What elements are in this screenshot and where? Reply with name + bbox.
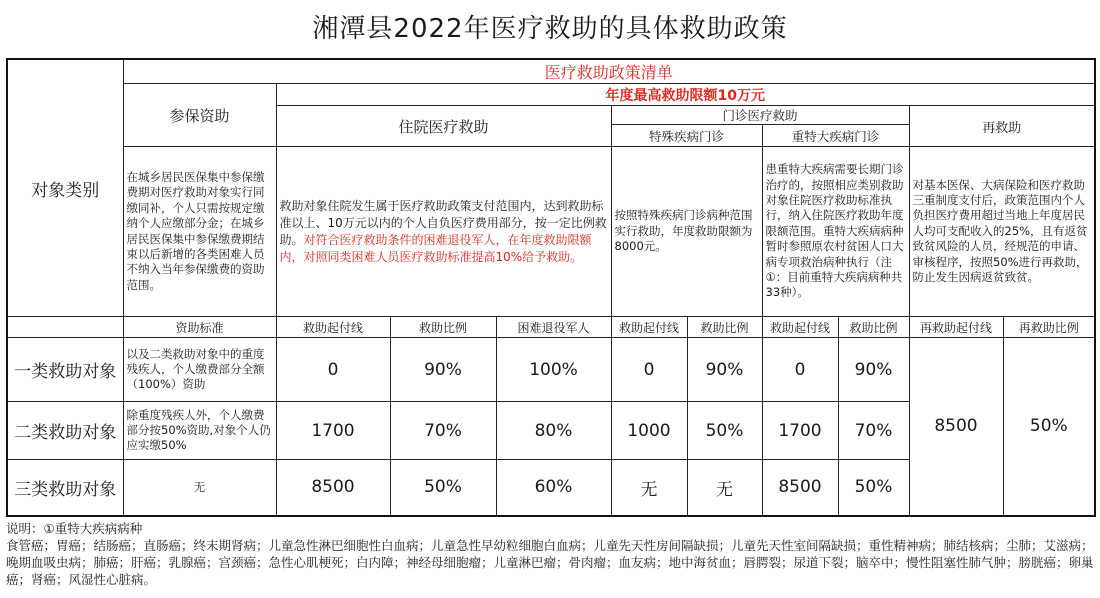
major-threshold-header: 救助起付线 <box>762 317 838 338</box>
aid-standard: 以及二类救助对象中的重度残疾人，个人缴费部分全额（100%）资助 <box>123 338 276 402</box>
veteran-ratio: 100% <box>496 338 611 402</box>
inpatient-threshold: 1700 <box>276 402 390 460</box>
inpatient-ratio-header: 救助比例 <box>390 317 496 338</box>
inpatient-threshold-header: 救助起付线 <box>276 317 390 338</box>
blank-cell <box>7 317 123 338</box>
major-disease-header: 重特大疾病门诊 <box>762 125 909 147</box>
aid-standard: 除重度残疾人外，个人缴费部分按50%资助,对象个人仍应实缴50% <box>123 402 276 460</box>
outpatient-aid-header: 门诊医疗救助 <box>611 106 909 125</box>
major-ratio: 50% <box>838 460 909 516</box>
notes-heading: 说明：①重特大疾病病种 <box>6 521 143 536</box>
major-threshold: 1700 <box>762 402 838 460</box>
row-label: 三类救助对象 <box>7 460 123 516</box>
major-disease-description: 患重特大疾病需要长期门诊治疗的，按照相应类别救助对象住院医疗救助标准执行，纳入住院医疗救助年度限额范围。重特大疾病病种暂时参照原农村贫困人口大病专项救治病种执行（注①：目前重特大疾病病种共33种）。 <box>762 147 909 317</box>
veteran-aid-text: 对符合医疗救助条件的困难退役军人，在年度救助限额内，对照同类困难人员医疗救助标准提高10%给予救助。 <box>279 232 592 264</box>
special-ratio: 90% <box>687 338 762 402</box>
inpatient-threshold: 8500 <box>276 460 390 516</box>
major-threshold: 0 <box>762 338 838 402</box>
special-ratio: 无 <box>687 460 762 516</box>
table-row <box>7 338 1095 402</box>
inpatient-ratio: 90% <box>390 338 496 402</box>
major-ratio-header: 救助比例 <box>838 317 909 338</box>
policy-table <box>6 58 1096 517</box>
major-threshold: 8500 <box>762 460 838 516</box>
special-threshold-header: 救助起付线 <box>611 317 687 338</box>
re-threshold-header: 再救助起付线 <box>909 317 1003 338</box>
object-category-header: 对象类别 <box>7 59 123 317</box>
special-disease-description: 按照特殊疾病门诊病种范围实行救助，年度救助限额为8000元。 <box>611 147 762 317</box>
special-disease-header: 特殊疾病门诊 <box>611 125 762 147</box>
row-label: 一类救助对象 <box>7 338 123 402</box>
major-ratio: 70% <box>838 402 909 460</box>
insurance-aid-header: 参保资助 <box>123 84 276 147</box>
aid-standard-header: 资助标准 <box>123 317 276 338</box>
policy-list-header: 医疗救助政策清单 <box>123 59 1095 84</box>
page-title: 湘潭县2022年医疗救助的具体救助政策 <box>312 13 788 44</box>
aid-standard: 无 <box>123 460 276 516</box>
veteran-ratio: 60% <box>496 460 611 516</box>
insurance-aid-description: 在城乡居民医保集中参保缴费期对医疗救助对象实行同缴同补，个人只需按规定缴纳个人应缴部分金；在城乡居民医保集中参保缴费期结束以后新增的各类困难人员不纳入当年参保缴费的资助范围。 <box>123 147 276 317</box>
inpatient-aid-header: 住院医疗救助 <box>276 106 611 147</box>
inpatient-ratio: 50% <box>390 460 496 516</box>
inpatient-threshold: 0 <box>276 338 390 402</box>
re-aid-header: 再救助 <box>909 106 1095 147</box>
re-aid-ratio: 50% <box>1003 338 1095 516</box>
inpatient-aid-text: 救助对象住院发生属于医疗救助政策支付范围内，达到救助标准以上、10万元以内的个人自负医疗费用部分，按一定比例救助。 <box>279 198 607 247</box>
special-threshold: 1000 <box>611 402 687 460</box>
annual-cap-header: 年度最高救助限额10万元 <box>276 84 1095 106</box>
special-threshold: 0 <box>611 338 687 402</box>
special-threshold: 无 <box>611 460 687 516</box>
notes-disease-list: 食管癌；胃癌；结肠癌；直肠癌；终末期肾病；儿童急性淋巴细胞性白血病；儿童急性早幼粒细胞白血病；儿童先天性房间隔缺损；儿童先天性室间隔缺损；重性精神病；肺结核病；尘肺；艾滋病；晚期血吸虫病；肺癌；肝癌；乳腺癌；宫颈癌；急性心肌梗死；白内障；神经母细胞瘤；儿童淋巴瘤；骨肉瘤；血友病；地中海贫血；唇腭裂；尿道下裂；脑卒中；慢性阻塞性肺气肿；膀胱癌；卵巢癌；肾癌；风湿性心脏病。 <box>6 538 1094 587</box>
veteran-header: 困难退役军人 <box>496 317 611 338</box>
notes <box>6 520 1096 588</box>
inpatient-ratio: 70% <box>390 402 496 460</box>
inpatient-aid-description <box>276 147 611 317</box>
re-aid-description: 对基本医保、大病保险和医疗救助三重制度支付后，政策范围内个人负担医疗费用超过当地上年度居民人均可支配收入的25%，且有返贫致贫风险的人员，经规范的申请、审核程序，按照50%进行再救助，防止发生因病返贫致贫。 <box>909 147 1095 317</box>
special-ratio: 50% <box>687 402 762 460</box>
row-label: 二类救助对象 <box>7 402 123 460</box>
re-aid-threshold: 8500 <box>909 338 1003 516</box>
major-ratio: 90% <box>838 338 909 402</box>
special-ratio-header: 救助比例 <box>687 317 762 338</box>
veteran-ratio: 80% <box>496 402 611 460</box>
re-ratio-header: 再救助比例 <box>1003 317 1095 338</box>
